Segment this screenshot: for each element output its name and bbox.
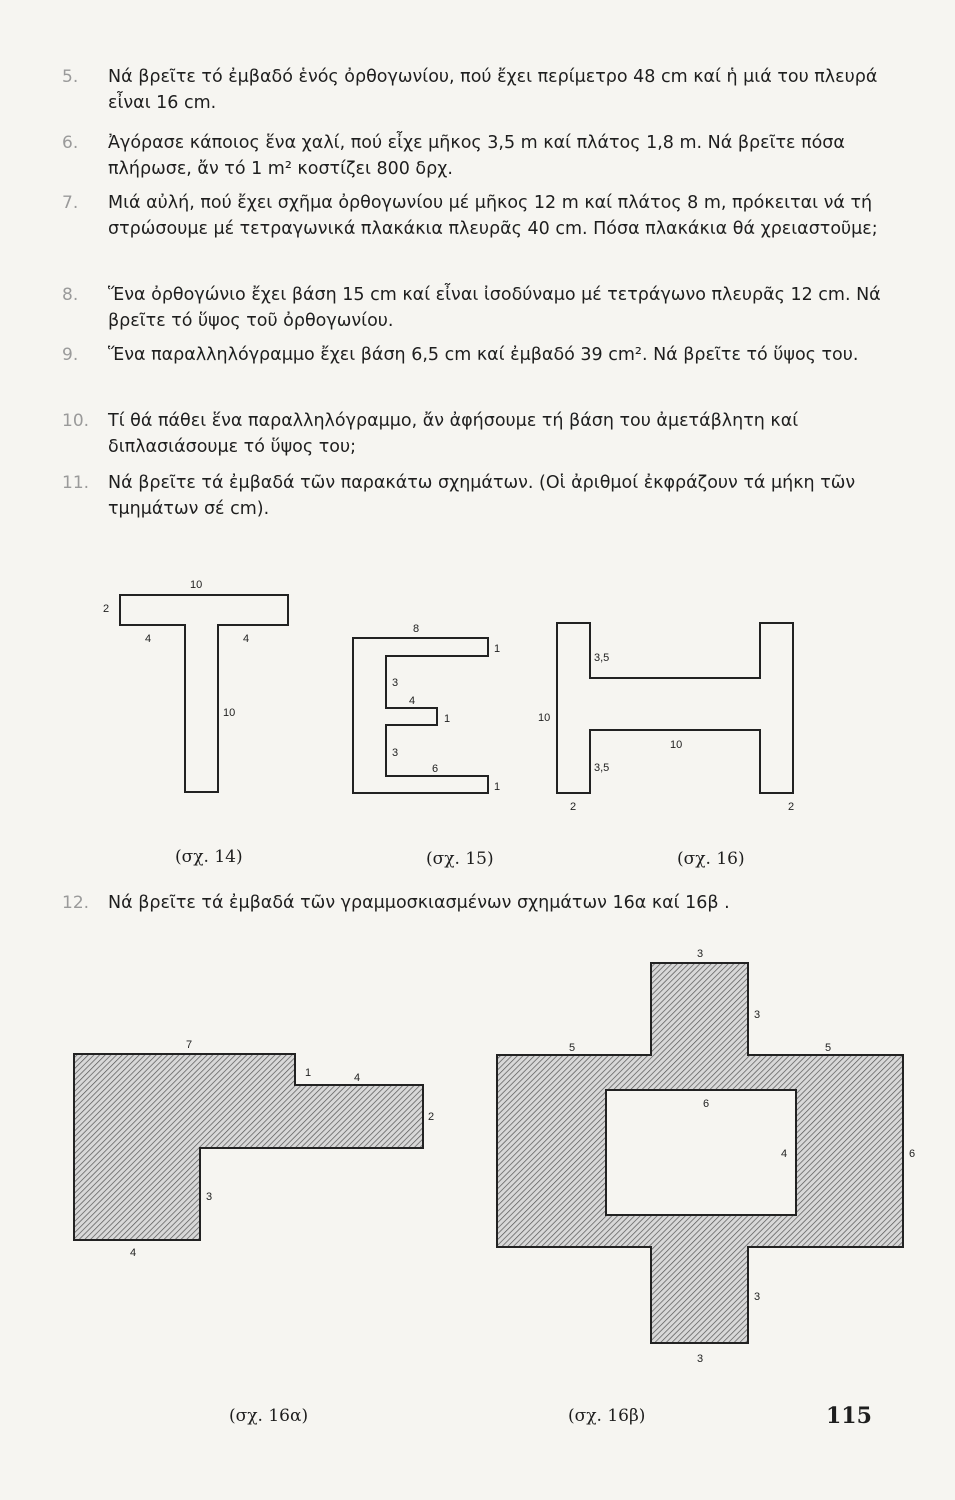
- label-bar-length: 10: [670, 739, 683, 751]
- figure-16: [538, 623, 794, 813]
- label-bottom-length: 6: [432, 763, 439, 775]
- figure-16a: [74, 1039, 434, 1259]
- label-top: 7: [186, 1039, 193, 1051]
- label-right-width: 2: [788, 801, 795, 813]
- exercise-number: 7.: [62, 193, 79, 213]
- label-right-overhang: 4: [243, 633, 250, 645]
- exercise-text: Ἀγόρασε κάποιος ἕνα χαλί, πού εἶχε μῆκος 3,5 m καί πλάτος 1,8 m. Νά βρεῖτε πόσα πλήρωσε, ἄν τό 1 m² κοστίζει 800 δρχ.: [108, 133, 845, 179]
- label-top-thickness: 1: [494, 643, 501, 655]
- exercise-number: 11.: [62, 473, 90, 493]
- t-shape: [120, 595, 288, 792]
- label-middle-thickness: 1: [444, 713, 451, 725]
- label-notch: 4: [354, 1072, 361, 1084]
- caption-fig16a: (σχ. 16α): [229, 1406, 309, 1426]
- label-stem: 10: [223, 707, 236, 719]
- exercise-text: Νά βρεῖτε τά ἐμβαδά τῶν γραμμοσκιασμένων σχημάτων 16α καί 16β .: [108, 893, 730, 913]
- h-shape: [557, 623, 793, 793]
- label-bottom-thickness: 1: [494, 781, 501, 793]
- e-shape: [353, 638, 488, 793]
- label-bar-top: 3,5: [594, 652, 610, 664]
- label-bottom: 4: [130, 1247, 137, 1259]
- figure-15: [353, 623, 500, 793]
- exercise-text: Μιά αὐλή, πού ἔχει σχῆμα ὀρθογωνίου μέ μῆκος 12 m καί πλάτος 8 m, πρόκειται νά τή στρώσουμε μέ τετραγωνικά πλακάκια πλευρᾶς 40 cm. Πόσα πλακάκια θά χρειαστοῦμε;: [108, 193, 878, 239]
- exercise-text: Τί θά πάθει ἕνα παραλληλόγραμμο, ἄν ἀφήσουμε τή βάση του ἀμετάβλητη καί διπλασιάσουμε τό ὕψος του;: [108, 411, 799, 457]
- label-height: 10: [538, 712, 551, 724]
- exercise-text: Ἕνα παραλληλόγραμμο ἔχει βάση 6,5 cm καί ἐμβαδό 39 cm². Νά βρεῖτε τό ὕψος του.: [108, 345, 859, 365]
- label-right: 2: [428, 1111, 435, 1123]
- caption-fig16: (σχ. 16): [677, 849, 745, 869]
- exercise-text: Νά βρεῖτε τά ἐμβαδά τῶν παρακάτω σχημάτων. (Οἱ ἀριθμοί ἐκφράζουν τά μήκη τῶν τμημάτων σέ cm).: [108, 473, 856, 519]
- exercise-text: Ἕνα ὀρθογώνιο ἔχει βάση 15 cm καί εἶναι ἰσοδύναμο μέ τετράγωνο πλευρᾶς 12 cm. Νά βρεῖτε τό ὕψος τοῦ ὀρθογωνίου.: [108, 285, 881, 331]
- figure-16b: [497, 948, 915, 1365]
- label-left-arm: 5: [569, 1042, 576, 1054]
- label-top-side: 3: [754, 1009, 761, 1021]
- label-left-height: 2: [103, 603, 110, 615]
- hatched-shape-16b: [497, 963, 903, 1343]
- label-top: 10: [190, 579, 203, 591]
- exercise-number: 5.: [62, 67, 79, 87]
- label-gap-top: 3: [392, 677, 399, 689]
- label-step: 1: [305, 1067, 312, 1079]
- caption-fig16b: (σχ. 16β): [568, 1406, 646, 1426]
- caption-fig15: (σχ. 15): [426, 849, 494, 869]
- label-hole-height: 4: [781, 1148, 788, 1160]
- exercise-12: [62, 890, 892, 916]
- hatched-shape-16a: [74, 1054, 423, 1240]
- exercise-number: 6.: [62, 133, 79, 153]
- label-right-arm: 5: [825, 1042, 832, 1054]
- exercise-number: 8.: [62, 285, 79, 305]
- label-middle-length: 4: [409, 695, 416, 707]
- label-top-length: 8: [413, 623, 420, 635]
- label-hole-width: 6: [703, 1098, 710, 1110]
- exercise-number: 9.: [62, 345, 79, 365]
- exercise-number: 12.: [62, 893, 90, 913]
- exercise-text: Νά βρεῖτε τό ἐμβαδό ἑνός ὀρθογωνίου, πού ἔχει περίμετρο 48 cm καί ἡ μιά του πλευρά εἶναι 16 cm.: [108, 67, 878, 113]
- caption-fig14: (σχ. 14): [175, 847, 243, 867]
- label-bar-bottom: 3,5: [594, 762, 610, 774]
- label-inner: 3: [206, 1191, 213, 1203]
- label-bottom-side: 3: [754, 1291, 761, 1303]
- label-left-width: 2: [570, 801, 577, 813]
- exercise-number: 10.: [62, 411, 90, 431]
- page-number: 115: [826, 1403, 872, 1429]
- label-bottom: 3: [697, 1353, 704, 1365]
- label-side: 6: [909, 1148, 916, 1160]
- label-left-overhang: 4: [145, 633, 152, 645]
- figure-14: [103, 579, 288, 792]
- label-gap-bottom: 3: [392, 747, 399, 759]
- label-top: 3: [697, 948, 704, 960]
